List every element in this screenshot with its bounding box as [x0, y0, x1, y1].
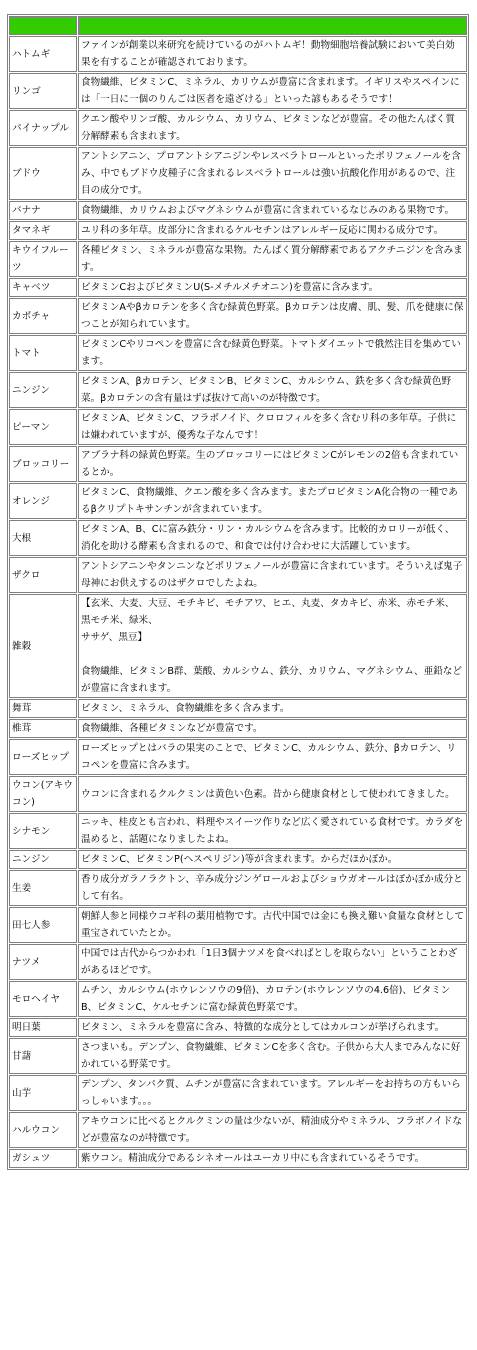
- ingredient-name: カボチャ: [9, 298, 77, 334]
- ingredient-name: ザクロ: [9, 557, 77, 593]
- table-row: [9, 557, 467, 593]
- ingredient-name: パイナップル: [9, 110, 77, 146]
- table-row: [9, 1075, 467, 1111]
- ingredient-description: 紫ウコン。精油成分であるシネオールはユーカリ中にも含まれているそうです。: [78, 1149, 467, 1168]
- description-line: 【玄米、大麦、大豆、モチキビ、モチアワ、ヒエ、丸麦、タカキビ、赤米、赤モチ米、黒モチ米、緑米、: [81, 598, 455, 626]
- ingredient-description: さつまいも。デンプン、食物繊維、ビタミンCを多く含む。子供から大人までみんなに好かれている野菜です。: [78, 1038, 467, 1074]
- table-row: [9, 36, 467, 72]
- table-row: [9, 147, 467, 200]
- ingredient-description: 香り成分ガラノラクトン、辛み成分ジンゲロールおよびショウガオールはぽかぽか成分として有名。: [78, 870, 467, 906]
- ingredient-description: ファインが創業以来研究を続けているのがハトムギ！動物細胞培養試験において美白効果を有することが確認されております。: [78, 36, 467, 72]
- ingredient-name: 生姜: [9, 870, 77, 906]
- ingredient-name: ハトムギ: [9, 36, 77, 72]
- ingredient-description: アントシアニンやタンニンなどポリフェノールが豊富に含まれています。そういえば鬼子母神にお供えするのはザクロでしたよね。: [78, 557, 467, 593]
- ingredient-description: ムチン、カルシウム(ホウレンソウの9倍)、カロテン(ホウレンソウの4.6倍)、ビタミンB、ビタミンC、ケルセチンに富む緑黄色野菜です。: [78, 981, 467, 1017]
- ingredient-name: 椎茸: [9, 719, 77, 738]
- ingredient-name: ピーマン: [9, 409, 77, 445]
- ingredient-description: ローズヒップとはバラの果実のことで、ビタミンC、カルシウム、鉄分、βカロテン、リコペンを豊富に含みます。: [78, 739, 467, 775]
- table-row: [9, 594, 467, 698]
- ingredient-description: ビタミン、ミネラル、食物繊維を多く含みます。: [78, 699, 467, 718]
- ingredient-description: 朝鮮人参と同様ウコギ科の薬用植物です。古代中国では金にも換え難い食量な食材として重宝されていたとか。: [78, 907, 467, 943]
- table-row: [9, 110, 467, 146]
- table-row: [9, 699, 467, 718]
- ingredient-name: モロヘイヤ: [9, 981, 77, 1017]
- table-row: [9, 739, 467, 775]
- ingredient-name: ニンジン: [9, 850, 77, 869]
- ingredient-description: アキウコンに比べるとクルクミンの量は少ないが、精油成分やミネラル、フラボノイドなどが豊富なのが特徴です。: [78, 1112, 467, 1148]
- ingredient-description: ビタミンAやβカロテンを多く含む緑黄色野菜。βカロテンは皮膚、肌、髪、爪を健康に保つことが知られています。: [78, 298, 467, 334]
- table-row: [9, 944, 467, 980]
- ingredient-name: 田七人参: [9, 907, 77, 943]
- ingredient-name: キャベツ: [9, 278, 77, 297]
- table-row: [9, 73, 467, 109]
- table-row: [9, 335, 467, 371]
- ingredient-description: ビタミンA、βカロテン、ビタミンB、ビタミンC、カルシウム、鉄を多く含む緑黄色野菜。βカロテンの含有量はずば抜けて高いのが特徴です。: [78, 372, 467, 408]
- table-row: [9, 907, 467, 943]
- ingredient-name: シナモン: [9, 813, 77, 849]
- ingredient-description: ビタミンA、ビタミンC、フラボノイド、クロロフィルを多く含むリ科の多年草。子供には嫌われていますが、優秀な子なんです！: [78, 409, 467, 445]
- ingredient-name: ニンジン: [9, 372, 77, 408]
- ingredient-name: バナナ: [9, 201, 77, 220]
- ingredient-description: 食物繊維、ビタミンC、ミネラル、カリウムが豊富に含まれます。イギリスやスペインには「一日に一個のりんごは医者を遠ざける」といった諺もあるそうです！: [78, 73, 467, 109]
- table-row: [9, 1038, 467, 1074]
- table-row: [9, 201, 467, 220]
- ingredient-description: 中国では古代からつかわれ「1日3個ナツメを食べればとしを取らない」ということわざがあるほどです。: [78, 944, 467, 980]
- ingredient-description: ビタミンCおよびビタミンU(S-メチルメチオニン)を豊富に含みます。: [78, 278, 467, 297]
- table-row: [9, 1018, 467, 1037]
- ingredient-name: オレンジ: [9, 483, 77, 519]
- table-row: [9, 298, 467, 334]
- ingredient-name: 明日葉: [9, 1018, 77, 1037]
- ingredient-table: [7, 14, 469, 1170]
- table-row: [9, 1149, 467, 1168]
- table-row: [9, 813, 467, 849]
- table-row: [9, 776, 467, 812]
- ingredient-name: ガシュツ: [9, 1149, 77, 1168]
- table-header-row: [9, 16, 467, 35]
- ingredient-name: リンゴ: [9, 73, 77, 109]
- table-row: [9, 241, 467, 277]
- header-cell-desc: [78, 16, 467, 35]
- ingredient-name: ウコン(アキウコン): [9, 776, 77, 812]
- ingredient-name: ブドウ: [9, 147, 77, 200]
- table-row: [9, 850, 467, 869]
- ingredient-name: ナツメ: [9, 944, 77, 980]
- ingredient-description: [78, 594, 467, 698]
- table-row: [9, 483, 467, 519]
- ingredient-name: 雑穀: [9, 594, 77, 698]
- table-row: [9, 719, 467, 738]
- ingredient-name: 大根: [9, 520, 77, 556]
- ingredient-name: トマト: [9, 335, 77, 371]
- table-row: [9, 372, 467, 408]
- ingredient-description: アブラナ科の緑黄色野菜。生のブロッコリーにはビタミンCがレモンの2倍も含まれているとか。: [78, 446, 467, 482]
- ingredient-description: ビタミン、ミネラルを豊富に含み、特徴的な成分としてはカルコンが挙げられます。: [78, 1018, 467, 1037]
- ingredient-name: ハルウコン: [9, 1112, 77, 1148]
- ingredient-description: デンプン、タンパク質、ムチンが豊富に含まれています。アレルギーをお持ちの方もいらっしゃいます。。。: [78, 1075, 467, 1111]
- table-row: [9, 278, 467, 297]
- table-row: [9, 409, 467, 445]
- description-line: 食物繊維、ビタミンB群、葉酸、カルシウム、鉄分、カリウム、マグネシウム、亜鉛などが豊富に含まれます。: [81, 666, 462, 694]
- ingredient-description: ウコンに含まれるクルクミンは黄色い色素。昔から健康食材として使われてきました。: [78, 776, 467, 812]
- table-row: [9, 870, 467, 906]
- ingredient-name: ローズヒップ: [9, 739, 77, 775]
- ingredient-description: アントシアニン、プロアントシアニジンやレスベラトロールといったポリフェノールを含み、中でもブドウ皮種子に含まれるレスベラトロールは強い抗酸化作用があるので、注目の成分です。: [78, 147, 467, 200]
- table-row: [9, 981, 467, 1017]
- ingredient-description: 各種ビタミン、ミネラルが豊富な果物。たんぱく質分解酵素であるアクチニジンを含みます。: [78, 241, 467, 277]
- ingredient-name: キウイフルーツ: [9, 241, 77, 277]
- ingredient-description: 食物繊維、各種ビタミンなどが豊富です。: [78, 719, 467, 738]
- description-line: ササゲ、黒豆】: [81, 632, 148, 643]
- header-cell-name: [9, 16, 77, 35]
- ingredient-description: ユリ科の多年草。皮部分に含まれるケルセチンはアレルギー反応に関わる成分です。: [78, 221, 467, 240]
- ingredient-description: ビタミンC、ビタミンP(ヘスペリジン)等が含まれます。からだほかぽか。: [78, 850, 467, 869]
- ingredient-name: 甘藷: [9, 1038, 77, 1074]
- ingredient-name: ブロッコリー: [9, 446, 77, 482]
- ingredient-name: タマネギ: [9, 221, 77, 240]
- ingredient-name: 山芋: [9, 1075, 77, 1111]
- table-row: [9, 520, 467, 556]
- table-row: [9, 221, 467, 240]
- table-row: [9, 446, 467, 482]
- ingredient-description: ニッキ、桂皮とも言われ、料理やスイーツ作りなど広く愛されている食材です。カラダを温めると、話題になりましたよね。: [78, 813, 467, 849]
- ingredient-description: クエン酸やリンゴ酸、カルシウム、カリウム、ビタミンなどが豊富。その他たんぱく質分解酵素も含まれます。: [78, 110, 467, 146]
- ingredient-description: ビタミンCやリコペンを豊富に含む緑黄色野菜。トマトダイエットで俄然注目を集めています。: [78, 335, 467, 371]
- ingredient-name: 舞茸: [9, 699, 77, 718]
- table-row: [9, 1112, 467, 1148]
- ingredient-description: ビタミンA、B、Cに富み鉄分・リン・カルシウムを含みます。比較的カロリーが低く、消化を助ける酵素も含まれるので、和食では付け合わせに大活躍しています。: [78, 520, 467, 556]
- description-line: [81, 646, 464, 663]
- ingredient-description: ビタミンC、食物繊維、クエン酸を多く含みます。またプロビタミンA化合物の一種であるβクリプトキサンチンが含まれています。: [78, 483, 467, 519]
- ingredient-description: 食物繊維、カリウムおよびマグネシウムが豊富に含まれているなじみのある果物です。: [78, 201, 467, 220]
